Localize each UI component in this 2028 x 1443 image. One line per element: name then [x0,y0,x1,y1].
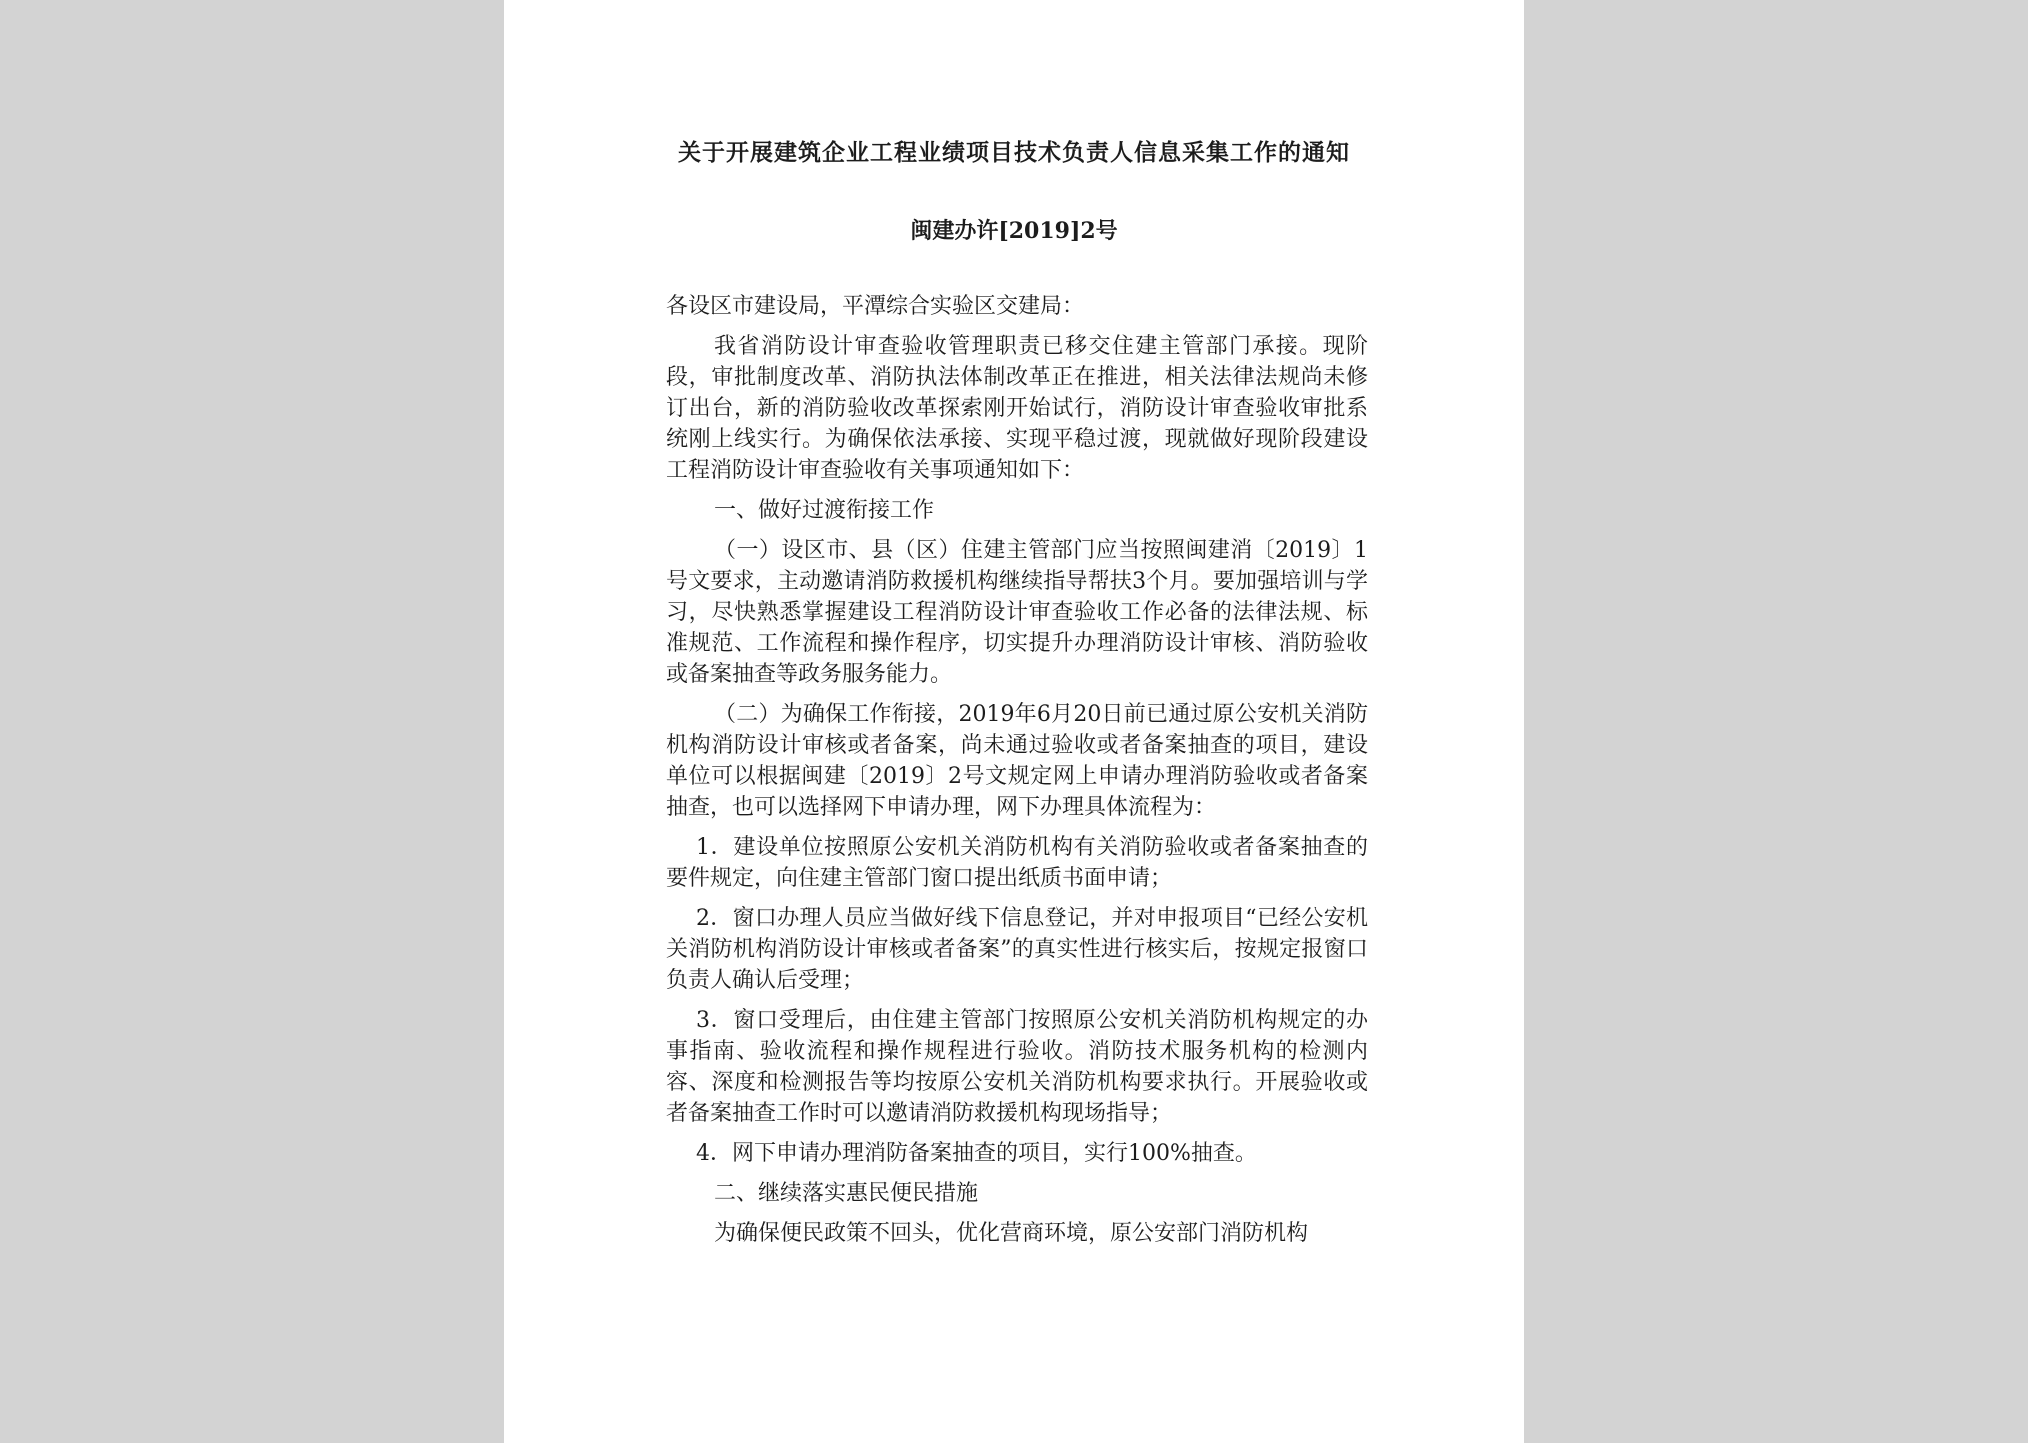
document-body [666,291,1368,1258]
list-item-1: 1．建设单位按照原公安机关消防机构有关消防验收或者备案抽查的要件规定，向住建主管部门窗口提出纸质书面申请； [666,835,1368,891]
salutation: 各设区市建设局，平潭综合实验区交建局： [666,294,1085,319]
closing-paragraph: 为确保便民政策不回头，优化营商环境，原公安部门消防机构 [714,1221,1309,1246]
list-item-4: 4．网下申请办理消防备案抽查的项目，实行100%抽查。 [696,1141,1257,1166]
list-item-2: 2．窗口办理人员应当做好线下信息登记，并对申报项目“已经公安机关消防机构消防设计审核或者备案”的真实性进行核实后，按规定报窗口负责人确认后受理； [666,906,1368,993]
clause-paragraph-1: （一）设区市、县（区）住建主管部门应当按照闽建消〔2019〕1号文要求，主动邀请消防救援机构继续指导帮扶3个月。要加强培训与学习，尽快熟悉掌握建设工程消防设计审查验收工作必备的法律法规、标准规范、工作流程和操作程序，切实提升办理消防设计审核、消防验收或备案抽查等政务服务能力。 [666,538,1368,687]
document-title: 关于开展建筑企业工程业绩项目技术负责人信息采集工作的通知 [678,139,1350,166]
document-number: 闽建办许[2019]2号 [910,218,1118,244]
document-page [504,0,1524,1443]
list-item-3: 3．窗口受理后，由住建主管部门按照原公安机关消防机构规定的办事指南、验收流程和操作规程进行验收。消防技术服务机构的检测内容、深度和检测报告等均按原公安机关消防机构要求执行。开展验收或者备案抽查工作时可以邀请消防救援机构现场指导； [666,1008,1368,1126]
section-heading-1: 一、做好过渡衔接工作 [714,498,935,523]
section-heading-2: 二、继续落实惠民便民措施 [714,1181,979,1206]
intro-paragraph: 我省消防设计审查验收管理职责已移交住建主管部门承接。现阶段，审批制度改革、消防执法体制改革正在推进，相关法律法规尚未修订出台，新的消防验收改革探索刚开始试行，消防设计审查验收审批系统刚上线实行。为确保依法承接、实现平稳过渡，现就做好现阶段建设工程消防设计审查验收有关事项通知如下： [666,334,1368,483]
clause-paragraph-2: （二）为确保工作衔接，2019年6月20日前已通过原公安机关消防机构消防设计审核或者备案，尚未通过验收或者备案抽查的项目，建设单位可以根据闽建〔2019〕2号文规定网上申请办理消防验收或者备案抽查，也可以选择网下申请办理，网下办理具体流程为： [666,702,1368,820]
